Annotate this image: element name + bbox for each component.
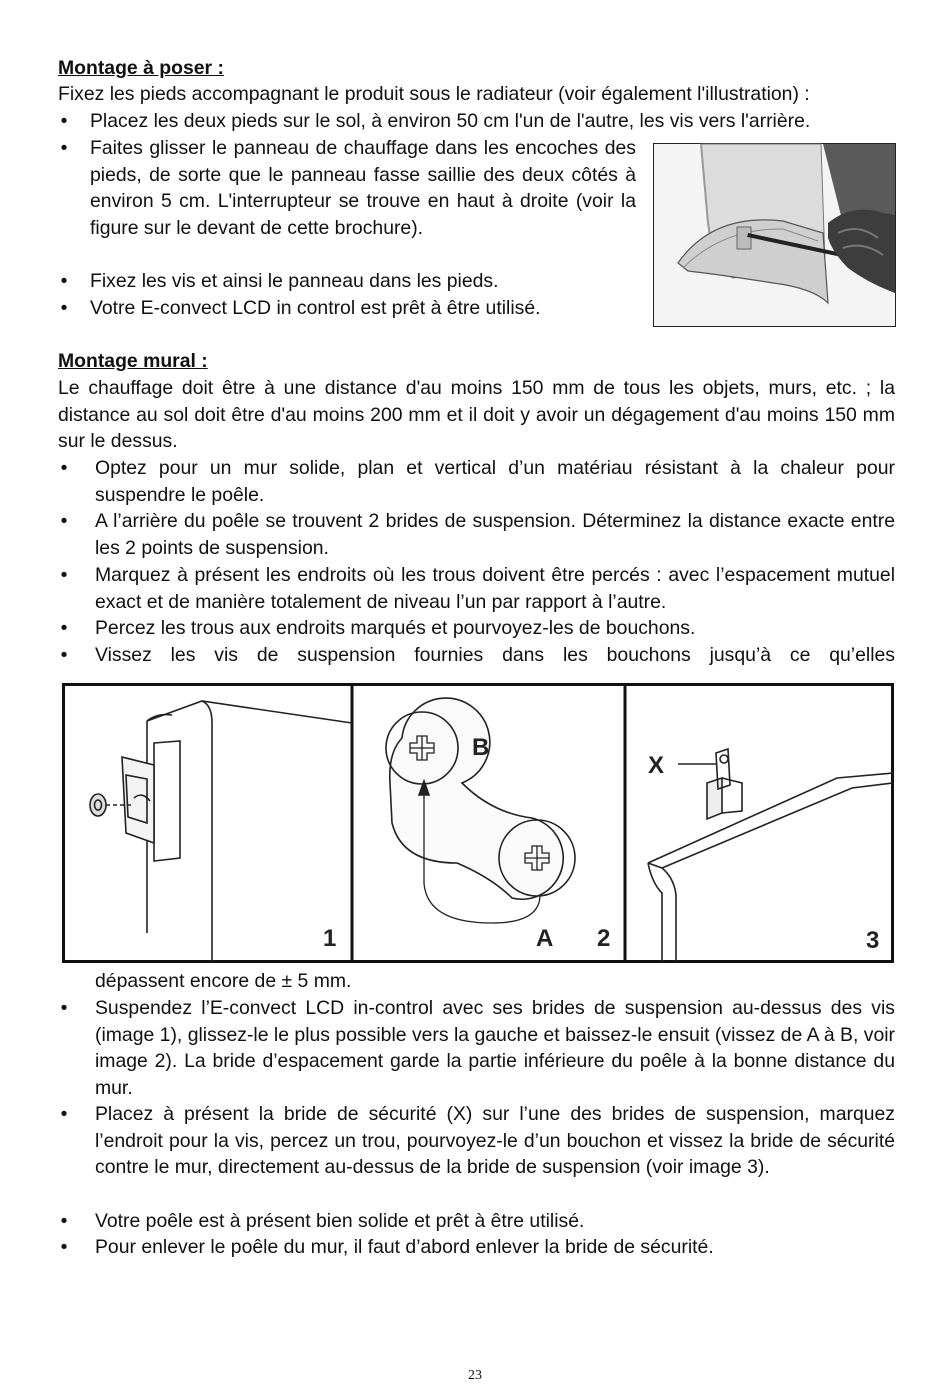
bullet-dot-icon: • xyxy=(60,997,68,1019)
list-item: • Votre poêle est à présent bien solide et prêt à être utilisé. xyxy=(58,1208,895,1235)
panel-1-number: 1 xyxy=(323,925,337,952)
bullet-dot-icon: • xyxy=(60,1236,68,1258)
list-item: • Percez les trous aux endroits marqués et pourvoyez-les de bouchons. xyxy=(58,615,895,642)
bullet-dot-icon: • xyxy=(60,617,68,639)
section-intro-poser: Fixez les pieds accompagnant le produit sous le radiateur (voir également l'illustration) : xyxy=(58,83,810,105)
bullet-dot-icon: • xyxy=(60,270,68,292)
foot-mounting-photo xyxy=(653,143,896,327)
list-item: • Suspendez l’E-convect LCD in-control avec ses brides de suspension au-dessus des vis (image 1), glissez-le le plus possible vers la gauche et baissez-le ensuit (vissez de A à B, voir image 2). La bride d’espacement garde la partie inférieure du poêle à la bonne distance du mur. xyxy=(58,995,895,1102)
list-item: • Optez pour un mur solide, plan et vertical d’un matériau résistant à la chaleur pour suspendre le poêle. xyxy=(58,455,895,509)
label-b: B xyxy=(472,734,490,761)
list-item: • A l’arrière du poêle se trouvent 2 brides de suspension. Déterminez la distance exacte entre les 2 points de suspension. xyxy=(58,508,895,562)
label-a: A xyxy=(536,925,554,952)
panel-2-number: 2 xyxy=(597,925,611,952)
list-item: • Votre E-convect LCD in control est prêt à être utilisé. xyxy=(58,295,895,322)
section-intro-mural: Le chauffage doit être à une distance d'au moins 150 mm de tous les objets, murs, etc. ; la distance au sol doit être d'au moins 200 mm et il doit y avoir un dégagement d'au moins 150 mm sur le dessus. xyxy=(58,377,895,453)
list-item: • Vissez les vis de suspension fournies dans les bouchons jusqu’à ce qu’elles xyxy=(58,642,895,669)
list-item: • Marquez à présent les endroits où les trous doivent être percés : avec l’espacement mutuel exact et de manière totalement de niveau l’un par rapport à l’autre. xyxy=(58,562,895,616)
label-x: X xyxy=(648,752,665,779)
list-item: • Placez à présent la bride de sécurité (X) sur l’une des brides de suspension, marquez l’endroit pour la vis, percez un trou, pourvoyez-le d’un bouchon et vissez la bride de sécurité contre le mur, directement au-dessus de la bride de suspension (voir image 3). xyxy=(58,1101,895,1208)
bullet-dot-icon: • xyxy=(60,644,68,666)
list-item: • Pour enlever le poêle du mur, il faut d’abord enlever la bride de sécurité. xyxy=(58,1234,895,1261)
bullet-continuation: dépassent encore de ± 5 mm. xyxy=(95,970,352,992)
bullet-dot-icon: • xyxy=(60,1210,68,1232)
list-item: • Faites glisser le panneau de chauffage dans les encoches des pieds, de sorte que le panneau fasse saillie des deux côtés à environ 5 cm. L'interrupteur se trouve en haut à droite (voir la figure sur le devant de cette brochure). xyxy=(58,135,895,269)
bullet-dot-icon: • xyxy=(60,297,68,319)
bullet-dot-icon: • xyxy=(60,564,68,586)
list-item: • Fixez les vis et ainsi le panneau dans les pieds. xyxy=(58,268,895,295)
list-item: • Placez les deux pieds sur le sol, à environ 50 cm l'un de l'autre, les vis vers l'arrière. xyxy=(58,108,895,135)
section-heading-mural: Montage mural : xyxy=(58,350,208,372)
panel-3-number: 3 xyxy=(866,927,880,954)
bullet-dot-icon: • xyxy=(60,510,68,532)
bullet-dot-icon: • xyxy=(60,1103,68,1125)
section-heading-poser: Montage à poser : xyxy=(58,57,224,79)
page-number: 23 xyxy=(468,1368,482,1383)
bullet-dot-icon: • xyxy=(60,110,68,132)
bullet-dot-icon: • xyxy=(60,457,68,479)
wall-mounting-figure xyxy=(62,683,894,963)
bullet-dot-icon: • xyxy=(60,137,68,159)
